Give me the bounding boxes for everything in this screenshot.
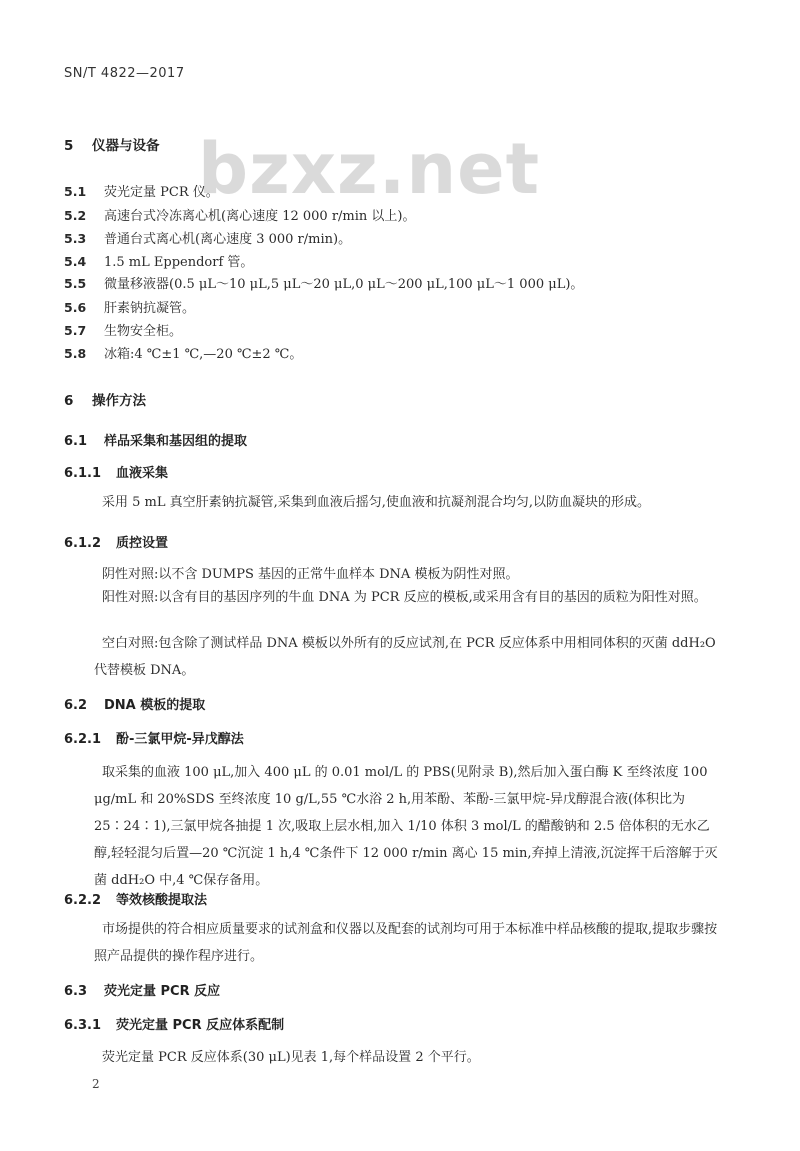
subsection-number: 6.1.2 — [64, 536, 102, 551]
section-number: 5 — [64, 138, 74, 154]
list-item — [64, 205, 415, 224]
list-item — [64, 343, 302, 362]
subsection-title: 样品采集和基因组的提取 — [104, 434, 248, 449]
section-title: 操作方法 — [92, 393, 146, 409]
section-5-heading — [64, 134, 160, 154]
item-text: 肝素钠抗凝管。 — [104, 301, 196, 316]
subsection-title: 血液采集 — [116, 466, 169, 481]
item-text: 高速台式冷冻离心机(离心速度 12 000 r/min 以上)。 — [104, 209, 416, 224]
subsection-6-2-heading — [64, 694, 205, 713]
subsection-number: 6.2 — [64, 698, 88, 713]
paragraph: 市场提供的符合相应质量要求的试剂盒和仪器以及配套的试剂均可用于本标准中样品核酸的提取,提取步骤按照产品提供的操作程序进行。 — [94, 922, 718, 964]
item-text: 生物安全柜。 — [104, 324, 183, 339]
standard-number: SN/T 4822—2017 — [64, 66, 185, 81]
paragraph: 荧光定量 PCR 反应体系(30 μL)见表 1,每个样品设置 2 个平行。 — [102, 1050, 480, 1065]
item-number: 5.8 — [64, 346, 87, 361]
paragraph-blank-control: 空白对照:包含除了测试样品 DNA 模板以外所有的反应试剂,在 PCR 反应体系中用相同体积的灭菌 ddH₂O 代替模板 DNA。 — [94, 636, 716, 678]
list-item — [64, 181, 219, 200]
item-number: 5.1 — [64, 184, 87, 199]
section-number: 6 — [64, 393, 74, 409]
subsection-title: 质控设置 — [116, 536, 169, 551]
subsection-6-2-2-heading — [64, 889, 207, 908]
list-item — [64, 320, 182, 339]
subsection-6-2-1-heading — [64, 728, 244, 747]
subsection-title: 荧光定量 PCR 反应 — [104, 984, 221, 999]
subsection-number: 6.2.2 — [64, 893, 102, 908]
watermark: bzxz.net — [198, 128, 541, 210]
subsection-6-1-heading — [64, 430, 247, 449]
subsection-title: 酚-三氯甲烷-异戊醇法 — [116, 732, 244, 747]
item-number: 5.6 — [64, 300, 87, 315]
subsection-number: 6.1.1 — [64, 466, 102, 481]
section-6-heading — [64, 389, 146, 409]
subsection-6-3-heading — [64, 980, 220, 999]
list-item — [64, 251, 253, 270]
subsection-6-3-1-heading — [64, 1014, 284, 1033]
subsection-title: DNA 模板的提取 — [104, 698, 206, 713]
subsection-number: 6.2.1 — [64, 732, 102, 747]
paragraph: 采用 5 mL 真空肝素钠抗凝管,采集到血液后摇匀,使血液和抗凝剂混合均匀,以防血凝块的形成。 — [102, 495, 651, 510]
paragraph-positive-control: 阳性对照:以含有目的基因序列的牛血 DNA 为 PCR 反应的模板,或采用含有目的基因的质粒为阳性对照。 — [102, 590, 707, 605]
item-text: 冰箱:4 ℃±1 ℃,—20 ℃±2 ℃。 — [104, 347, 303, 362]
list-item — [64, 273, 583, 292]
item-text: 荧光定量 PCR 仪。 — [104, 185, 219, 200]
list-item — [64, 228, 351, 247]
item-number: 5.2 — [64, 208, 87, 223]
item-text: 普通台式离心机(离心速度 3 000 r/min)。 — [104, 232, 352, 247]
item-number: 5.4 — [64, 254, 87, 269]
section-title: 仪器与设备 — [92, 138, 160, 154]
subsection-6-1-1-heading — [64, 462, 168, 481]
subsection-title: 等效核酸提取法 — [116, 893, 208, 908]
subsection-number: 6.1 — [64, 434, 88, 449]
item-number: 5.3 — [64, 231, 87, 246]
subsection-title: 荧光定量 PCR 反应体系配制 — [116, 1018, 285, 1033]
item-number: 5.5 — [64, 276, 87, 291]
paragraph: 取采集的血液 100 μL,加入 400 μL 的 0.01 mol/L 的 PBS(见附录 B),然后加入蛋白酶 K 至终浓度 100 μg/mL 和 20%SDS 至终浓度 10 g/L,55 ℃水浴 2 h,用苯酚、苯酚-三氯甲烷-异戊醇混合液(体积比为 25∶24∶1),三氯甲烷各抽提 1 次,吸取上层水相,加入 1/10 体积 3 mol/L 的醋酸钠和 2.5 倍体积的无水乙醇,轻轻混匀后置—20 ℃沉淀 1 h,4 ℃条件下 12 000 r/min 离心 15 min,弃掉上清液,沉淀挥干后溶解于灭菌 ddH₂O 中,4 ℃保存备用。 — [94, 765, 718, 888]
list-item — [64, 297, 195, 316]
subsection-number: 6.3.1 — [64, 1018, 102, 1033]
item-text: 微量移液器(0.5 μL～10 μL,5 μL～20 μL,0 μL～200 μL,100 μL～1 000 μL)。 — [104, 277, 584, 292]
item-number: 5.7 — [64, 323, 87, 338]
paragraph-negative-control: 阴性对照:以不含 DUMPS 基因的正常牛血样本 DNA 模板为阴性对照。 — [102, 567, 519, 582]
item-text: 1.5 mL Eppendorf 管。 — [104, 255, 254, 270]
subsection-number: 6.3 — [64, 984, 88, 999]
page-number: 2 — [92, 1077, 100, 1091]
subsection-6-1-2-heading — [64, 532, 168, 551]
